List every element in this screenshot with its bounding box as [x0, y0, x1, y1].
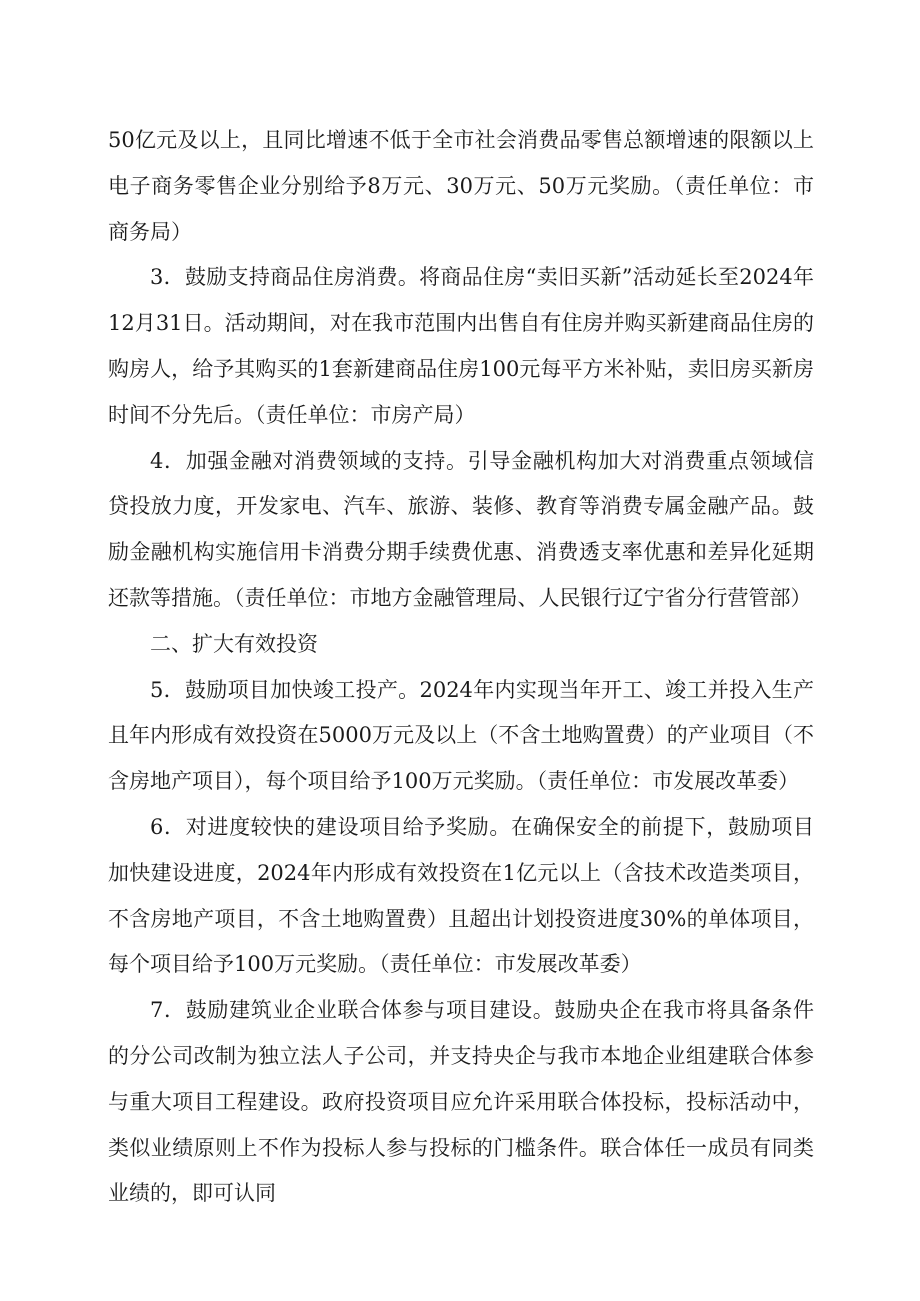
paragraph-item-7: 7．鼓励建筑业企业联合体参与项目建设。鼓励央企在我市将具备条件的分公司改制为独立法人子公司，并支持央企与我市本地企业组建联合体参与重大项目工程建设。政府投资项目应允许采用联合体投标，投标活动中，类似业绩原则上不作为投标人参与投标的门槛条件。联合体任一成员有同类业绩的，即可认同 — [108, 998, 814, 1206]
paragraph-item-4: 4．加强金融对消费领域的支持。引导金融机构加大对消费重点领域信贷投放力度，开发家电、汽车、旅游、装修、教育等消费专属金融产品。鼓励金融机构实施信用卡消费分期手续费优惠、消费透支率优惠和差异化延期还款等措施。（责任单位：市地方金融管理局、人民银行辽宁省分行营管部） — [108, 448, 814, 610]
paragraph-item-6: 6．对进度较快的建设项目给予奖励。在确保安全的前提下，鼓励项目加快建设进度，2024年内形成有效投资在1亿元以上（含技术改造类项目，不含房地产项目，不含土地购置费）且超出计划投资进度30%的单体项目，每个项目给予100万元奖励。（责任单位：市发展改革委） — [108, 814, 814, 977]
paragraph-item-5: 5．鼓励项目加快竣工投产。2024年内实现当年开工、竣工并投入生产且年内形成有效投资在5000万元及以上（不含土地购置费）的产业项目（不含房地产项目），每个项目给予100万元奖励。（责任单位：市发展改革委） — [108, 677, 814, 794]
paragraph-continuation: 50亿元及以上，且同比增速不低于全市社会消费品零售总额增速的限额以上电子商务零售企业分别给予8万元、30万元、50万元奖励。（责任单位：市商务局） — [108, 128, 814, 244]
section-heading-expand-investment: 二、扩大有效投资 — [150, 631, 318, 656]
document-page — [108, 118, 814, 1217]
paragraph-item-3: 3．鼓励支持商品住房消费。将商品住房“卖旧买新”活动延长至2024年12月31日。活动期间，对在我市范围内出售自有住房并购买新建商品住房的购房人，给予其购买的1套新建商品住房100元每平方米补贴，卖旧房买新房时间不分先后。（责任单位：市房产局） — [108, 265, 814, 427]
